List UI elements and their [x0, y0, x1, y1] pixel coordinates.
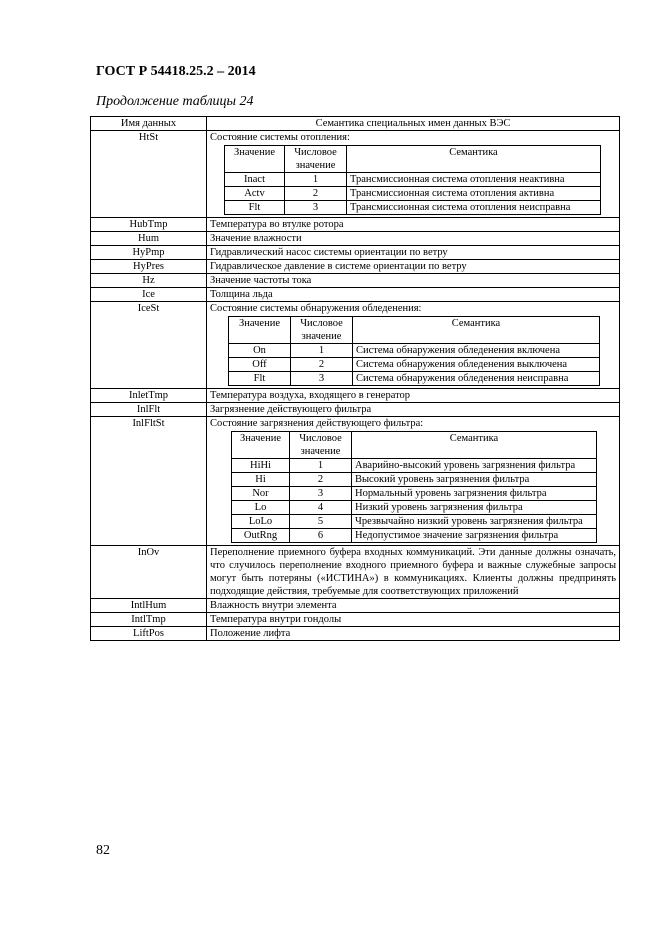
nested-value: On [229, 344, 291, 358]
nested-header-row [229, 317, 600, 344]
table-row-icest [91, 302, 620, 389]
semantics-cell: Переполнение приемного буфера входных коммуникаций. Эти данные должны означать, что случилось переполнение входного приемного буфера и важные служебные запросы могут быть потеряны («ИСТИНА») в коммуникациях. Клиенты должны предпринять подходящие действия, требуемые для соответствующих приложений [207, 546, 620, 599]
semantics-cell: Толщина льда [207, 288, 620, 302]
nested-row [232, 529, 597, 543]
nested-header-row [232, 432, 597, 459]
nested-value: HiHi [232, 459, 290, 473]
data-name-cell: Hum [91, 232, 207, 246]
semantics-cell [207, 131, 620, 218]
nested-value: Actv [225, 187, 285, 201]
semantics-cell: Температура воздуха, входящего в генератор [207, 389, 620, 403]
data-name-cell: IceSt [91, 302, 207, 389]
data-name-cell: InOv [91, 546, 207, 599]
nested-semantics: Система обнаружения обледенения выключена [353, 358, 600, 372]
nested-number: 2 [291, 358, 353, 372]
data-name-cell: InletTmp [91, 389, 207, 403]
data-name-cell: Ice [91, 288, 207, 302]
nested-header-numeric: Числовое значение [285, 146, 347, 173]
data-name-cell: LiftPos [91, 627, 207, 641]
nested-value: LoLo [232, 515, 290, 529]
nested-semantics: Трансмиссионная система отопления неисправна [347, 201, 601, 215]
nested-number: 1 [290, 459, 352, 473]
nested-number: 1 [291, 344, 353, 358]
nested-value: Hi [232, 473, 290, 487]
data-name-cell: HubTmp [91, 218, 207, 232]
nested-semantics: Система обнаружения обледенения включена [353, 344, 600, 358]
nested-semantics: Низкий уровень загрязнения фильтра [352, 501, 597, 515]
nested-number: 3 [290, 487, 352, 501]
semantics-cell: Положение лифта [207, 627, 620, 641]
nested-value: Off [229, 358, 291, 372]
nested-table-htst [224, 145, 601, 215]
nested-table-inlfltst [231, 431, 597, 543]
nested-header-value: Значение [232, 432, 290, 459]
table-row [91, 232, 620, 246]
nested-row [225, 187, 601, 201]
nested-value: Nor [232, 487, 290, 501]
semantics-cell: Значение частоты тока [207, 274, 620, 288]
table-caption: Продолжение таблицы 24 [96, 94, 254, 109]
document-header: ГОСТ Р 54418.25.2 – 2014 [96, 64, 256, 79]
data-name-cell: IntlHum [91, 599, 207, 613]
nested-header-value: Значение [225, 146, 285, 173]
table-row-inov [91, 546, 620, 599]
nested-value: Flt [225, 201, 285, 215]
nested-semantics: Чрезвычайно низкий уровень загрязнения фильтра [352, 515, 597, 529]
table-row [91, 260, 620, 274]
semantics-cell: Гидравлический насос системы ориентации по ветру [207, 246, 620, 260]
table-row [91, 599, 620, 613]
semantics-table [90, 116, 620, 641]
table-row [91, 627, 620, 641]
semantics-cell: Гидравлическое давление в системе ориентации по ветру [207, 260, 620, 274]
nested-table-label: Состояние системы обнаружения обледенения: [210, 303, 422, 314]
nested-header-semantics: Семантика [352, 432, 597, 459]
nested-row [232, 515, 597, 529]
nested-number: 3 [285, 201, 347, 215]
nested-semantics: Аварийно-высокий уровень загрязнения фильтра [352, 459, 597, 473]
nested-header-semantics: Семантика [347, 146, 601, 173]
table-row [91, 246, 620, 260]
nested-row [229, 372, 600, 386]
semantics-cell: Температура во втулке ротора [207, 218, 620, 232]
table-row [91, 613, 620, 627]
nested-semantics: Высокий уровень загрязнения фильтра [352, 473, 597, 487]
data-name-cell: IntlTmp [91, 613, 207, 627]
nested-number: 6 [290, 529, 352, 543]
table-row [91, 389, 620, 403]
nested-table-label: Состояние системы отопления: [210, 132, 350, 143]
table-header-row [91, 117, 620, 131]
nested-value: Flt [229, 372, 291, 386]
data-name-cell: Hz [91, 274, 207, 288]
semantics-cell [207, 417, 620, 546]
data-name-cell: HyPres [91, 260, 207, 274]
nested-semantics: Трансмиссионная система отопления активна [347, 187, 601, 201]
nested-value: Lo [232, 501, 290, 515]
nested-number: 2 [285, 187, 347, 201]
table-row [91, 218, 620, 232]
nested-number: 2 [290, 473, 352, 487]
nested-semantics: Система обнаружения обледенения неисправна [353, 372, 600, 386]
table-row-inlfltst [91, 417, 620, 546]
nested-row [232, 459, 597, 473]
nested-header-row [225, 146, 601, 173]
nested-header-numeric: Числовое значение [290, 432, 352, 459]
nested-value: Inact [225, 173, 285, 187]
semantics-cell: Загрязнение действующего фильтра [207, 403, 620, 417]
semantics-cell [207, 302, 620, 389]
nested-header-value: Значение [229, 317, 291, 344]
column-header-semantics: Семантика специальных имен данных ВЭС [207, 117, 620, 131]
nested-header-numeric: Числовое значение [291, 317, 353, 344]
nested-table-label: Состояние загрязнения действующего фильтра: [210, 418, 424, 429]
nested-header-semantics: Семантика [353, 317, 600, 344]
page-number: 82 [96, 843, 110, 858]
nested-row [232, 473, 597, 487]
semantics-cell: Влажность внутри элемента [207, 599, 620, 613]
nested-semantics: Недопустимое значение загрязнения фильтра [352, 529, 597, 543]
data-name-cell: HyPmp [91, 246, 207, 260]
nested-row [229, 358, 600, 372]
column-header-name: Имя данных [91, 117, 207, 131]
data-name-cell: InlFlt [91, 403, 207, 417]
nested-row [232, 501, 597, 515]
nested-semantics: Трансмиссионная система отопления неактивна [347, 173, 601, 187]
semantics-cell: Температура внутри гондолы [207, 613, 620, 627]
table-row [91, 288, 620, 302]
nested-table-icest [228, 316, 600, 386]
nested-number: 5 [290, 515, 352, 529]
nested-number: 1 [285, 173, 347, 187]
nested-row [225, 201, 601, 215]
data-name-cell: HtSt [91, 131, 207, 218]
nested-number: 4 [290, 501, 352, 515]
semantics-cell: Значение влажности [207, 232, 620, 246]
nested-value: OutRng [232, 529, 290, 543]
nested-row [229, 344, 600, 358]
table-row-htst [91, 131, 620, 218]
table-row [91, 403, 620, 417]
data-name-cell: InlFltSt [91, 417, 207, 546]
nested-number: 3 [291, 372, 353, 386]
nested-semantics: Нормальный уровень загрязнения фильтра [352, 487, 597, 501]
table-row [91, 274, 620, 288]
nested-row [225, 173, 601, 187]
nested-row [232, 487, 597, 501]
